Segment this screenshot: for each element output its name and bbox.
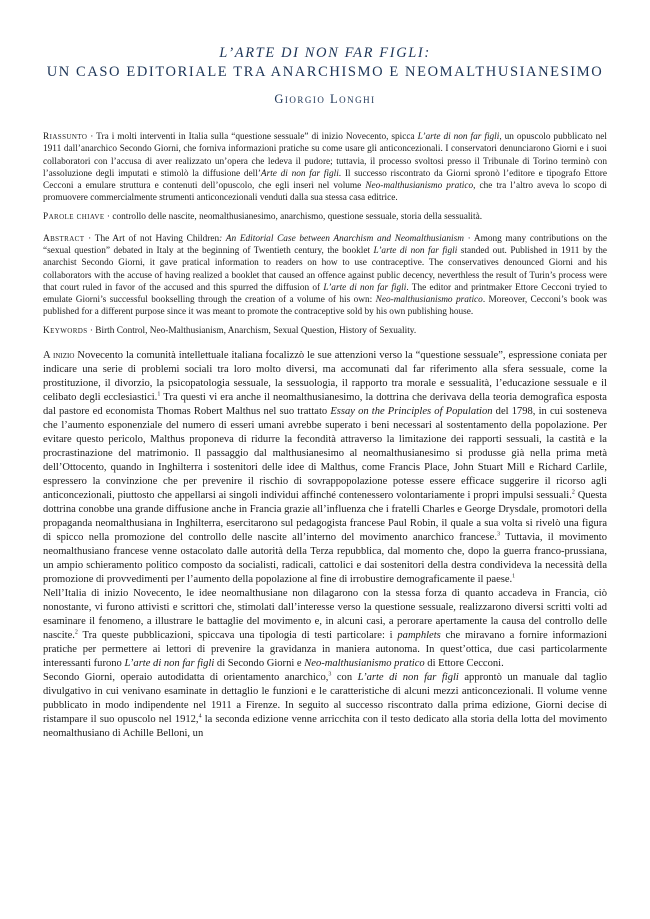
text-segment: Tuttavia, il movimento neomalthusiano francese venne ostacolato dalle autorità della Terza repubblica, dal momento che, dopo la guerra franco-prussiana, un ampio schieramento politico composto da socialisti, radicali, cattolici e dai sostenitori della destra condivideva la necessità della promozione di provvedimenti per l’aumento della popolazione al fine di irrobustire demograficamente il paese.: [43, 531, 607, 585]
text-segment: , un opuscolo pubblicato nel 1911 dall’anarchico Secondo Giorni, che forniva informazioni pratiche su come usare gli anticoncezionali. I conservatori denunciarono Giorni e i suoi collaboratori con l’accusa di aver realizzato un’opera che ledeva il pudore; tuttavia, il processo svoltosi presso il Tribunale di Torino terminò con l’assoluzione degli imputati e stimolò la diffusione dell’: [43, 132, 607, 179]
text-segment: con: [331, 671, 358, 683]
article-body: [43, 349, 607, 741]
italic-title: Neo-malthusianismo pratico: [304, 657, 425, 669]
footnote-marker[interactable]: 3: [496, 531, 500, 538]
italic-title: Neo-malthusianismo pratico: [375, 295, 483, 305]
footnote-marker[interactable]: 1: [157, 391, 161, 398]
text-segment: The Art of not Having Children: [94, 233, 220, 244]
italic-title: Arte di non far figli: [260, 168, 339, 179]
abstract-paragraph: [43, 233, 607, 319]
text-segment: . The editor and printmaker Ettore Cecconi tryied to emulate Giorni’s successful bookselling through the creation of a volume of his own:: [43, 282, 608, 305]
text-segment: Novecento la comunità intellettuale italiana focalizzò le sue attenzioni verso la “questione sessuale”, espressione coniata per indicare una serie di problemi sociali tra loro molto diversi, ma accomunati dal far riferimento alla sfera sessuale, come la prostituzione, il divorzio, la psicopatologia sessuale, la sessuologia, il rapporto tra morale e sessualità, l’educazione sessuale e il celibato degli ecclesiastici.: [43, 349, 607, 403]
text-segment: , che tra l’altro aveva lo scopo di promuovere commercialmente strumenti anticoncezionali venduti dalla sua stessa casa editrice.: [43, 181, 607, 204]
keywords-text: Birth Control, Neo-Malthusianism, Anarchism, Sexual Question, History of Sexuality.: [95, 325, 417, 336]
riassunto-label: Riassunto: [43, 132, 88, 142]
italic-title: L’arte di non far figli: [323, 282, 407, 293]
text-segment: di Ettore Cecconi.: [424, 657, 504, 669]
author-name: Giorgio Longhi: [274, 92, 376, 106]
text-segment: di Secondo Giorni e: [214, 657, 305, 669]
separator: ·: [84, 233, 95, 244]
article-title-line-1: L’ARTE DI NON FAR FIGLI:: [219, 45, 431, 61]
separator: ·: [87, 325, 96, 336]
abstract-section: [43, 131, 607, 337]
body-paragraph-3: [43, 671, 607, 741]
text-segment: . Il successo riscontrato da Giorni spronò l’editore e tipografo Ettore Cecconi a emulare struttura e contenuti dell’opuscolo, che egli inserì nel volume: [43, 168, 607, 191]
text-segment: Tra questi vi era anche il neomalthusianesimo, la dottrina che derivava della teoria demografica esposta dal pastore ed economista Thomas Robert Malthus nel suo trattato: [43, 391, 607, 417]
text-segment: che miravano a fornire informazioni pratiche per permettere ai lettori di prevenire la gravidanza in maniera autonoma. In quest’ottica, due casi particolarmente interessanti furono: [43, 629, 607, 669]
lead-in-small-caps: A inizio: [43, 349, 75, 361]
text-segment: Tra i molti interventi in Italia sulla “questione sessuale” di inizio Novecento, spicca: [96, 132, 418, 142]
parole-chiave-label: Parole chiave: [43, 211, 105, 222]
keywords-label: Keywords: [43, 325, 88, 336]
text-segment: del 1798, in cui sosteneva che l’aumento esponenziale del numero di esseri umani avrebbe superato i beni necessari al sostentamento della popolazione. Per evitare questo pericolo, Malthus proponeva di ridurre la fecondità attraverso la limitazione dei rapporti sessuali, la castità e la procrastinazione del matrimonio. Il passaggio dal malthusianesimo al neomalthusianesimo si produsse già nella prima metà dell’Ottocento, quando in Inghilterra i sostenitori delle idee di Malthus, come Francis Place, John Stuart Mill e Richard Carlile, espressero la convinzione che per prevenire il rischio di sovrappopolazione potesse essere efficace suggerire il ricorso agli anticoncezionali, piuttosto che appellarsi ai singoli individui affinché contenessero volontariamente i propri impulsi sessuali.: [43, 405, 607, 501]
italic-title: Essay on the Principles of Population: [330, 405, 493, 417]
italic-title: L’arte di non far figli: [124, 657, 215, 669]
italic-title: : An Editorial Case between Anarchism and Neomalthusianism: [219, 233, 464, 244]
text-segment: Secondo Giorni, operaio autodidatta di orientamento anarchico,: [43, 671, 329, 683]
article-title-line-2: UN CASO EDITORIALE TRA ANARCHISMO E NEOMALTHUSIANESIMO: [46, 64, 604, 80]
abstract-label: Abstract: [43, 233, 85, 244]
footnote-marker[interactable]: 2: [571, 489, 575, 496]
parole-chiave-text: controllo delle nascite, neomalthusianesimo, anarchismo, questione sessuale, storia della sessualità.: [112, 211, 483, 222]
parole-chiave-paragraph: [43, 211, 607, 223]
italic-title: L’arte di non far figli: [373, 246, 458, 256]
body-paragraph-1: [43, 349, 607, 587]
text-segment: standed out. Published in 1911 by the anarchist Secondo Giorni, it gave pratical information to readers on how to use contraceptive. The conservatives denounced Giorni and his collaborators with the accuse of having realized a booklet that caused an offence against public decency, neverthless the result of Turin’s process were that court ruled in favor of the accused and this spurred the diffusion of: [43, 246, 608, 293]
text-segment: Nell’Italia di inizio Novecento, le idee neomalthusiane non dilagarono con la stessa forza di quanto accadeva in Francia, ciò nonostante, vi furono attivisti e scrittori che, stimolati dall’interesse verso la questione sessuale, realizzarono diversi scritti volti ad esaminare il fenomeno, a illustrare le battaglie del movimento e, in alcuni casi, a perorare apertamente la causa del controllo delle nascite.: [43, 587, 607, 641]
text-segment: approntò un manuale dal taglio divulgativo in cui venivano esaminate in dettaglio le funzioni e le caratteristiche di alcuni mezzi anticoncezionali. Il volume venne pubblicato in modo indipendente nel 1911 a Firenze. In seguito al successo riscontrato dalla prima edizione, Giorni decise di ristampare il suo opuscolo nel 1912,: [43, 671, 607, 725]
footnote-marker[interactable]: 4: [198, 713, 202, 720]
text-segment: . Moreover, Cecconi’s book was published for a different purpose since it was meant to promote the contraceptive sold by his own publishing house.: [43, 295, 607, 318]
keywords-paragraph: [43, 325, 607, 337]
text-segment: la seconda edizione venne arricchita con il testo dedicato alla storia della lotta del movimento neomalthusiano di Achille Belloni, un: [43, 713, 607, 739]
footnote-marker[interactable]: 1: [512, 573, 516, 580]
italic-title: L’arte di non far figli: [417, 132, 500, 142]
separator: ·: [87, 132, 97, 142]
text-segment: Tra queste pubblicazioni, spiccava una tipologia di testi particolare: i: [77, 629, 398, 641]
text-segment: · Among many contributions on the “sexual question” debated in Italy at the beginning of Twentieth century, the booklet: [43, 233, 608, 256]
body-paragraph-2: [43, 587, 607, 671]
separator: ·: [104, 211, 113, 222]
footnote-marker[interactable]: 2: [74, 629, 78, 636]
riassunto-paragraph: [43, 131, 607, 205]
italic-title: L’arte di non far figli: [357, 671, 459, 683]
footnote-marker[interactable]: 3: [328, 671, 332, 678]
text-segment: Questa dottrina conobbe una grande diffusione anche in Francia grazie all’influenza che i fratelli Charles e George Drysdale, promotori della propaganda neomalthusiana in Inghilterra, esercitarono sul pedagogista francese Paul Robin, il quale a sua volta si rivelò una figura di spicco nella promozione del controllo delle nascite all’interno del movimento anarchico francese.: [43, 489, 607, 543]
title-block: [43, 44, 607, 107]
italic-term: pamphlets: [397, 629, 441, 641]
italic-title: Neo-malthusianismo pratico: [365, 181, 474, 191]
